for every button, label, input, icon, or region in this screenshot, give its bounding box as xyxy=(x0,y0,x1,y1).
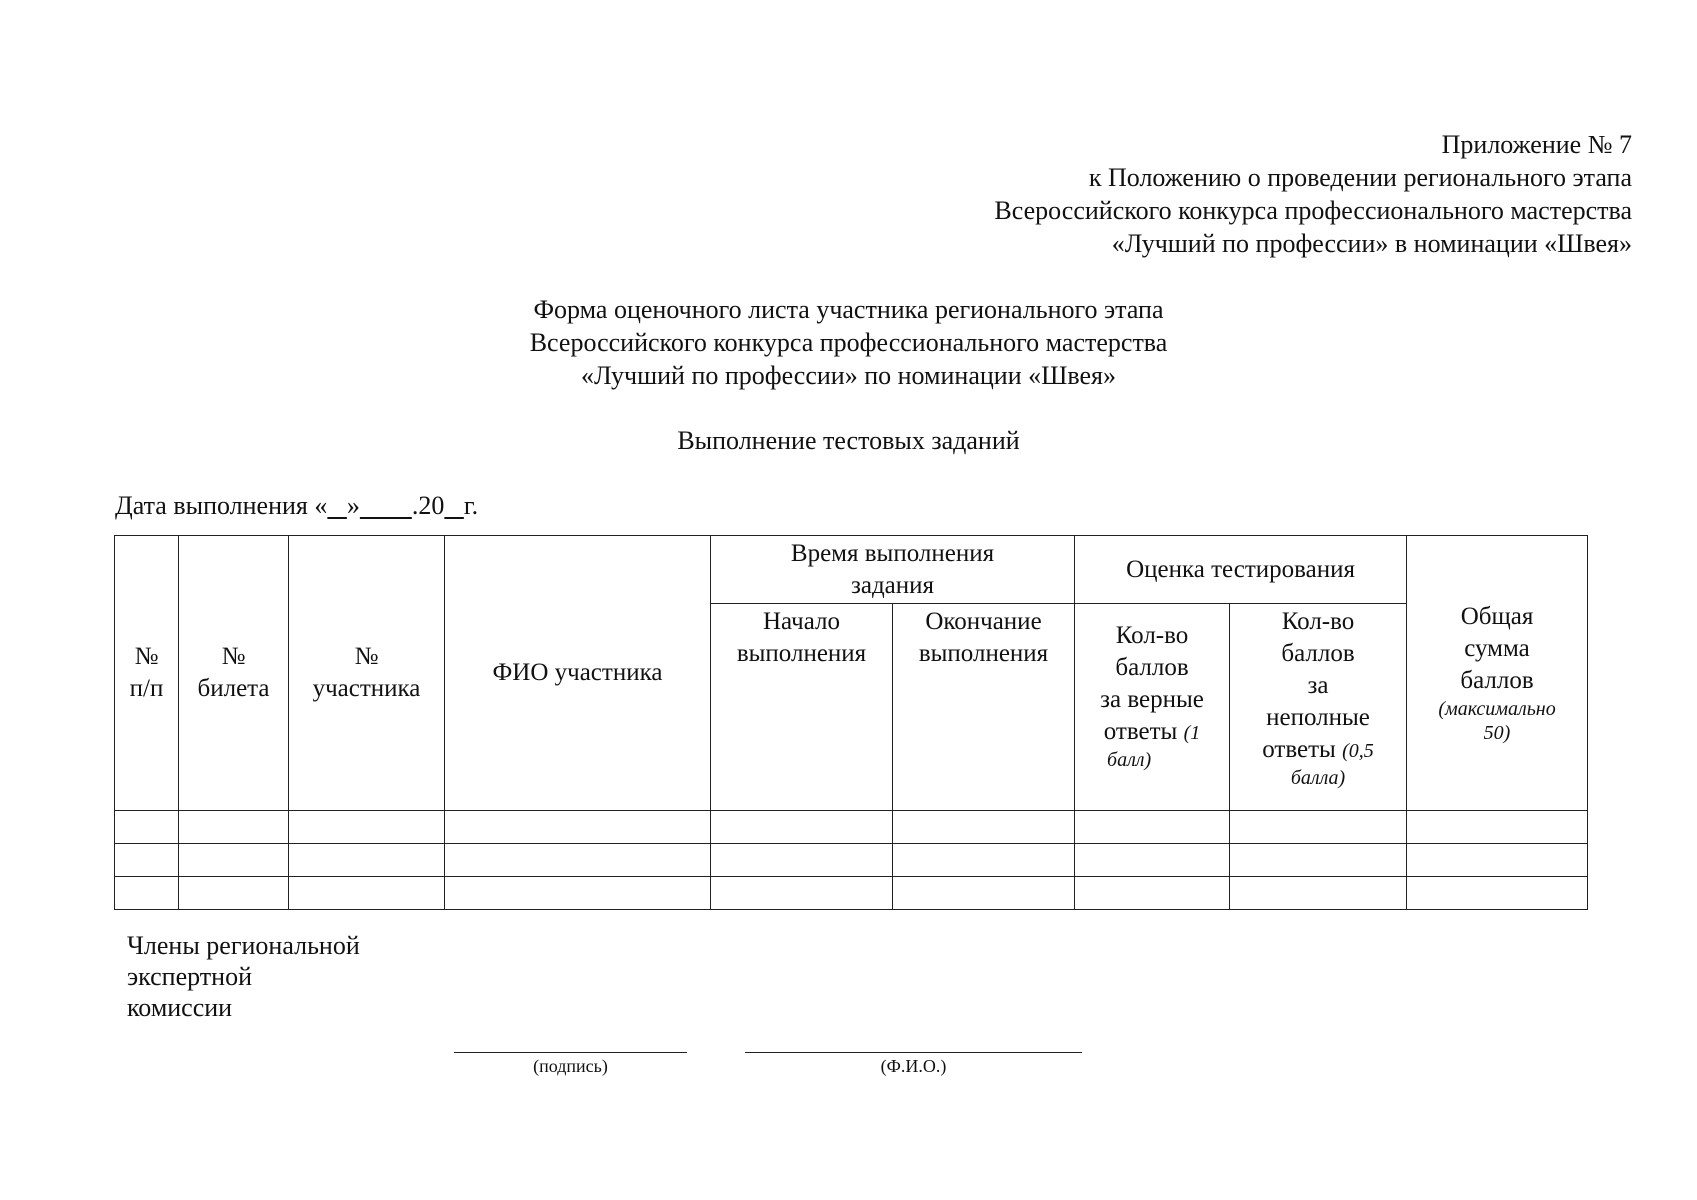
table-cell[interactable] xyxy=(179,877,289,910)
header-pp xyxy=(115,536,179,811)
table-cell[interactable] xyxy=(445,877,711,910)
header-correct-note-b: балл) xyxy=(1107,749,1152,771)
header-group-time xyxy=(711,536,1075,604)
header-partial-line-4: неполные xyxy=(1266,704,1370,731)
table-row xyxy=(115,844,1588,877)
header-partial-answers xyxy=(1230,604,1407,811)
header-total-line-1: Общая xyxy=(1460,603,1534,630)
header-partial-line-3: за xyxy=(1307,672,1329,699)
table-cell[interactable] xyxy=(893,844,1075,877)
date-suffix: г. xyxy=(463,491,479,520)
table-cell[interactable] xyxy=(1407,811,1588,844)
date-line xyxy=(115,489,478,522)
commission-label xyxy=(127,930,360,1023)
header-total-line-3: баллов xyxy=(1460,667,1534,694)
appendix-line-3: Всероссийского конкурса профессионального мастерства xyxy=(994,196,1632,225)
table-cell[interactable] xyxy=(1407,877,1588,910)
header-start-line-1: Начало xyxy=(762,608,840,635)
table-cell[interactable] xyxy=(711,811,893,844)
header-participant-line-2: участника xyxy=(312,675,421,702)
header-group-score: Оценка тестирования xyxy=(1075,536,1407,604)
header-total-line-2: сумма xyxy=(1464,635,1530,662)
date-prefix: Дата выполнения « xyxy=(115,491,328,520)
header-ticket xyxy=(179,536,289,811)
header-correct-line-3: за верные xyxy=(1100,686,1204,713)
header-partial-answers-word: ответы xyxy=(1262,736,1336,763)
appendix-line-2: к Положению о проведении регионального этапа xyxy=(1088,163,1632,192)
appendix-line-4: «Лучший по профессии» в номинации «Швея» xyxy=(1111,229,1632,258)
header-end-line-1: Окончание xyxy=(925,608,1042,635)
date-day-blank[interactable] xyxy=(327,491,347,520)
table-cell[interactable] xyxy=(893,811,1075,844)
date-mid: » xyxy=(346,491,360,520)
header-end-line-2: выполнения xyxy=(918,640,1049,667)
header-correct-line-1: Кол-во xyxy=(1115,622,1189,649)
header-end xyxy=(893,604,1075,811)
score-table-body xyxy=(115,811,1588,910)
name-line[interactable] xyxy=(745,1052,1082,1053)
header-correct-answers-word: ответы xyxy=(1103,718,1178,745)
date-month-blank[interactable] xyxy=(360,491,412,520)
table-cell[interactable] xyxy=(179,844,289,877)
table-cell[interactable] xyxy=(1230,877,1407,910)
commission-line-3: комиссии xyxy=(127,993,233,1022)
header-participant-line-1: № xyxy=(354,643,379,670)
table-row xyxy=(115,877,1588,910)
header-participant-number xyxy=(289,536,445,811)
table-cell[interactable] xyxy=(1075,844,1230,877)
table-cell[interactable] xyxy=(893,877,1075,910)
header-correct-line-4 xyxy=(1075,716,1229,748)
table-cell[interactable] xyxy=(711,844,893,877)
signature-line[interactable] xyxy=(454,1052,687,1053)
header-pp-line-2: п/п xyxy=(129,675,164,702)
header-partial-line-5 xyxy=(1230,734,1406,766)
header-correct-line-2: баллов xyxy=(1115,654,1189,681)
table-cell[interactable] xyxy=(1230,844,1407,877)
header-partial-note-b: балла) xyxy=(1290,767,1346,789)
table-row xyxy=(115,811,1588,844)
form-title xyxy=(0,293,1697,392)
table-cell[interactable] xyxy=(289,844,445,877)
header-group-time-line-1: Время выполнения xyxy=(790,539,995,567)
table-cell[interactable] xyxy=(289,811,445,844)
signature-caption: (подпись) xyxy=(533,1056,608,1076)
date-year-prefix: .20 xyxy=(411,491,445,520)
appendix-header xyxy=(994,128,1632,260)
table-cell[interactable] xyxy=(115,877,179,910)
table-cell[interactable] xyxy=(445,811,711,844)
table-cell[interactable] xyxy=(179,811,289,844)
header-ticket-line-1: № xyxy=(221,643,246,670)
header-total xyxy=(1407,536,1588,811)
header-partial-line-2: баллов xyxy=(1281,640,1355,667)
table-cell[interactable] xyxy=(1075,877,1230,910)
table-cell[interactable] xyxy=(289,877,445,910)
form-title-line-3: «Лучший по профессии» по номинации «Швея» xyxy=(581,361,1116,390)
header-total-note-a: (максимально xyxy=(1438,698,1556,720)
header-partial-line-1: Кол-во xyxy=(1281,608,1355,635)
name-caption: (Ф.И.О.) xyxy=(880,1056,947,1076)
score-table xyxy=(114,535,1588,910)
table-cell[interactable] xyxy=(445,844,711,877)
header-fio: ФИО участника xyxy=(445,536,711,811)
header-correct-answers xyxy=(1075,604,1230,811)
header-correct-note-a: (1 xyxy=(1183,722,1201,744)
appendix-number: Приложение № 7 xyxy=(1441,130,1632,159)
table-cell[interactable] xyxy=(1407,844,1588,877)
form-title-line-2: Всероссийского конкурса профессионального мастерства xyxy=(529,328,1168,357)
table-cell[interactable] xyxy=(1230,811,1407,844)
table-cell[interactable] xyxy=(115,844,179,877)
table-cell[interactable] xyxy=(1075,811,1230,844)
header-ticket-line-2: билета xyxy=(197,675,270,702)
section-title: Выполнение тестовых заданий xyxy=(677,426,1020,455)
header-total-note-b: 50) xyxy=(1483,722,1511,744)
form-title-line-1: Форма оценочного листа участника регионального этапа xyxy=(533,295,1164,324)
header-pp-line-1: № xyxy=(134,643,159,670)
date-year-blank[interactable] xyxy=(444,491,464,520)
commission-line-2: экспертной xyxy=(127,962,252,991)
commission-line-1: Члены региональной xyxy=(127,931,360,960)
header-group-time-line-2: задания xyxy=(850,571,935,599)
table-cell[interactable] xyxy=(115,811,179,844)
header-start-line-2: выполнения xyxy=(736,640,867,667)
table-cell[interactable] xyxy=(711,877,893,910)
header-start xyxy=(711,604,893,811)
header-partial-note-a: (0,5 xyxy=(1342,740,1374,762)
